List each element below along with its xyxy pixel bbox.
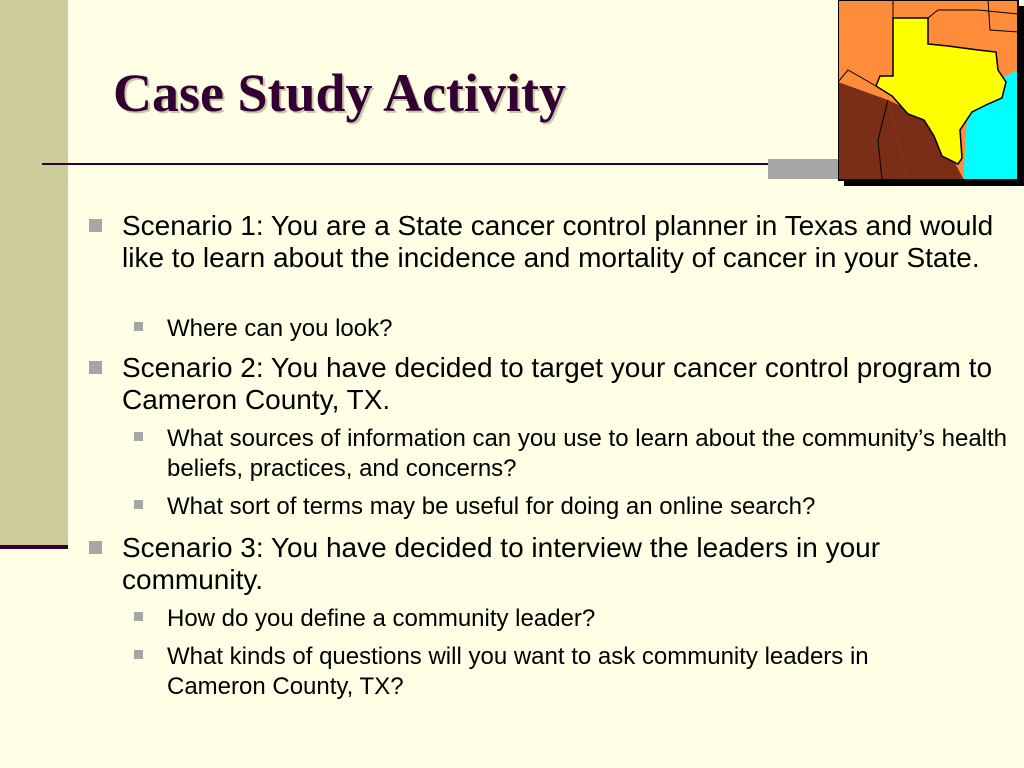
- slide-title: Case Study Activity: [113, 63, 567, 123]
- left-band-divider: [0, 545, 68, 549]
- square-bullet-icon: [134, 322, 143, 331]
- list-item: [167, 604, 1007, 634]
- list-item: [167, 492, 1019, 522]
- square-bullet-icon: [134, 612, 143, 621]
- scenario-1-question: Where can you look?: [167, 315, 393, 342]
- texas-map-icon: [838, 0, 1024, 186]
- list-item: [167, 642, 967, 702]
- list-item: [122, 210, 1012, 274]
- list-item: [122, 352, 1022, 416]
- square-bullet-icon: [89, 541, 102, 554]
- gray-accent-bar: [768, 159, 841, 179]
- scenario-2-question-1: What sources of information can you use to learn about the community’s health beliefs, practices, and concerns?: [167, 425, 1008, 482]
- scenario-2-question-2: What sort of terms may be useful for doing an online search?: [167, 493, 816, 520]
- title-divider: [42, 163, 768, 165]
- square-bullet-icon: [89, 219, 102, 232]
- square-bullet-icon: [134, 500, 143, 509]
- scenario-3-text: Scenario 3: You have decided to interview the leaders in your community.: [122, 532, 881, 595]
- left-decorative-band: [0, 0, 68, 545]
- list-item: [167, 424, 1007, 484]
- square-bullet-icon: [134, 650, 143, 659]
- scenario-3-question-1: How do you define a community leader?: [167, 605, 596, 632]
- scenario-2-text: Scenario 2: You have decided to target your cancer control program to Cameron County, TX.: [122, 352, 993, 415]
- square-bullet-icon: [89, 361, 102, 374]
- list-item: [167, 314, 1007, 344]
- scenario-3-question-2: What kinds of questions will you want to ask community leaders in Cameron County, TX?: [167, 643, 869, 700]
- square-bullet-icon: [134, 432, 143, 441]
- scenario-1-text: Scenario 1: You are a State cancer control planner in Texas and would like to learn about the incidence and mortality of cancer in your State.: [122, 210, 994, 273]
- list-item: [122, 532, 1002, 596]
